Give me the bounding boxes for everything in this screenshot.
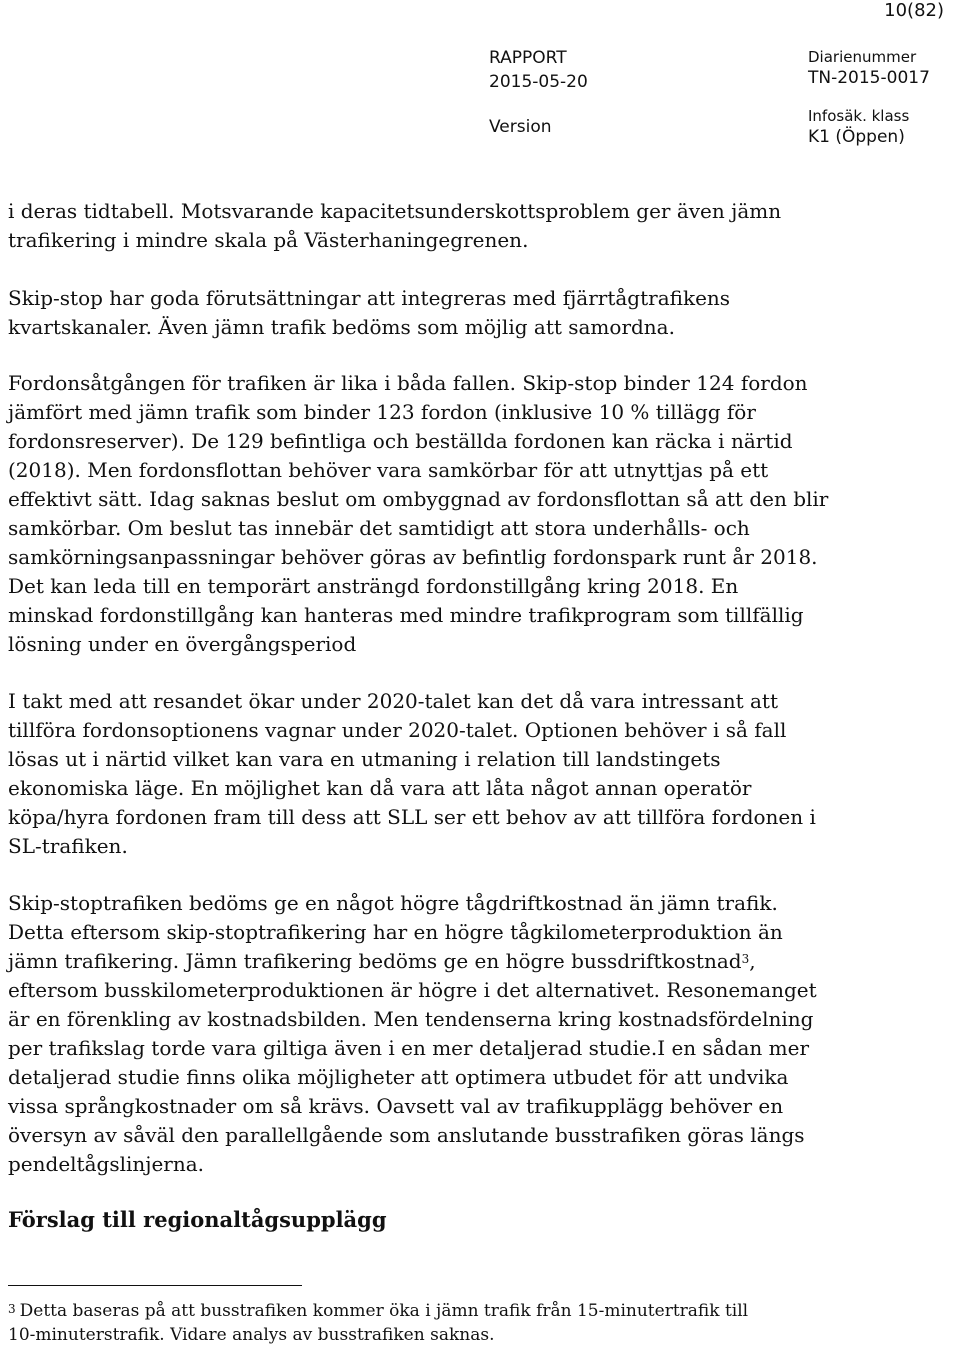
text-line: lösas ut i närtid vilket kan vara en utmaning i relation till landstingets bbox=[8, 747, 721, 771]
text-line: minskad fordonstillgång kan hanteras med mindre trafikprogram som tillfällig bbox=[8, 603, 804, 627]
footnote-text: Detta baseras på att busstrafiken kommer öka i jämn trafik från 15-minutertrafik till bbox=[19, 1301, 749, 1321]
paragraph-options bbox=[8, 687, 938, 861]
text-span: , bbox=[749, 949, 756, 973]
text-line: tillföra fordonsoptionens vagnar under 2020-talet. Optionen behöver i så fall bbox=[8, 718, 787, 742]
text-line: pendeltågslinjerna. bbox=[8, 1152, 205, 1176]
text-line: Det kan leda till en temporärt ansträngd fordonstillgång kring 2018. En bbox=[8, 574, 739, 598]
text-line: i deras tidtabell. Motsvarande kapacitetsunderskottsproblem ger även jämn bbox=[8, 199, 782, 223]
text-line: per trafikslag torde vara giltiga även i en mer detaljerad studie.I en sådan mer bbox=[8, 1036, 810, 1060]
text-line: köpa/hyra fordonen fram till dess att SLL ser ett behov av att tillföra fordonen i bbox=[8, 805, 816, 829]
text-line: samkörningsanpassningar behöver göras av befintlig fordonspark runt år 2018. bbox=[8, 545, 818, 569]
text-line: Detta eftersom skip-stoptrafikering har en högre tågkilometerproduktion än bbox=[8, 920, 783, 944]
text-span: jämn trafikering. Jämn trafikering bedöms ge en högre bussdriftkostnad bbox=[8, 949, 742, 973]
text-line: ekonomiska läge. En möjlighet kan då vara att låta något annan operatör bbox=[8, 776, 752, 800]
classification-value: K1 (Öppen) bbox=[808, 127, 905, 147]
text-line: jämfört med jämn trafik som binder 123 fordon (inklusive 10 % tillägg för bbox=[8, 400, 756, 424]
version-label: Version bbox=[489, 117, 552, 137]
footnote-divider bbox=[8, 1285, 302, 1286]
text-line: fordonsreserver). De 129 befintliga och beställda fordonen kan räcka i närtid bbox=[8, 429, 793, 453]
text-line: eftersom busskilometerproduktionen är högre i det alternativet. Resonemanget bbox=[8, 978, 817, 1002]
text-line: lösning under en övergångsperiod bbox=[8, 632, 357, 656]
footnote-line: 10-minuterstrafik. Vidare analys av busstrafiken saknas. bbox=[8, 1325, 495, 1345]
text-line: I takt med att resandet ökar under 2020-talet kan det då vara intressant att bbox=[8, 689, 779, 713]
text-line: (2018). Men fordonsflottan behöver vara samkörbar för att utnyttjas på ett bbox=[8, 458, 769, 482]
text-line: vissa språngkostnader om så krävs. Oavsett val av trafikupplägg behöver en bbox=[8, 1094, 784, 1118]
classification-label: Infosäk. klass bbox=[808, 107, 910, 125]
text-line: SL-trafiken. bbox=[8, 834, 128, 858]
footnote-line bbox=[8, 1297, 938, 1323]
text-line: kvartskanaler. Även jämn trafik bedöms som möjlig att samordna. bbox=[8, 315, 675, 339]
page-number: 10(82) bbox=[884, 0, 944, 21]
text-line: detaljerad studie finns olika möjligheter att optimera utbudet för att undvika bbox=[8, 1065, 789, 1089]
footnote-reference: 3 bbox=[741, 952, 750, 966]
paragraph-costs bbox=[8, 889, 938, 1179]
text-line: Fordonsåtgången för trafiken är lika i båda fallen. Skip-stop binder 124 fordon bbox=[8, 371, 808, 395]
text-line: effektivt sätt. Idag saknas beslut om ombyggnad av fordonsflottan så att den blir bbox=[8, 487, 829, 511]
text-line bbox=[8, 947, 938, 976]
doc-date: 2015-05-20 bbox=[489, 72, 588, 92]
text-line: översyn av såväl den parallellgående som anslutande busstrafiken göras längs bbox=[8, 1123, 805, 1147]
footnote-marker: 3 bbox=[8, 1302, 16, 1316]
section-heading: Förslag till regionaltågsupplägg bbox=[8, 1207, 387, 1232]
text-line: samkörbar. Om beslut tas innebär det samtidigt att stora underhålls- och bbox=[8, 516, 750, 540]
text-line: Skip-stop har goda förutsättningar att integreras med fjärrtågtrafikens bbox=[8, 286, 731, 310]
paragraph-skip-stop bbox=[8, 284, 938, 342]
registry-number: TN-2015-0017 bbox=[808, 68, 930, 88]
doc-type: RAPPORT bbox=[489, 48, 567, 68]
text-line: Skip-stoptrafiken bedöms ge en något högre tågdriftkostnad än jämn trafik. bbox=[8, 891, 778, 915]
text-line: trafikering i mindre skala på Västerhaningegrenen. bbox=[8, 228, 529, 252]
paragraph-capacity bbox=[8, 197, 938, 255]
registry-label: Diarienummer bbox=[808, 48, 917, 66]
paragraph-fleet bbox=[8, 369, 938, 659]
text-line: är en förenkling av kostnadsbilden. Men tendenserna kring kostnadsfördelning bbox=[8, 1007, 814, 1031]
footnote bbox=[8, 1297, 938, 1347]
